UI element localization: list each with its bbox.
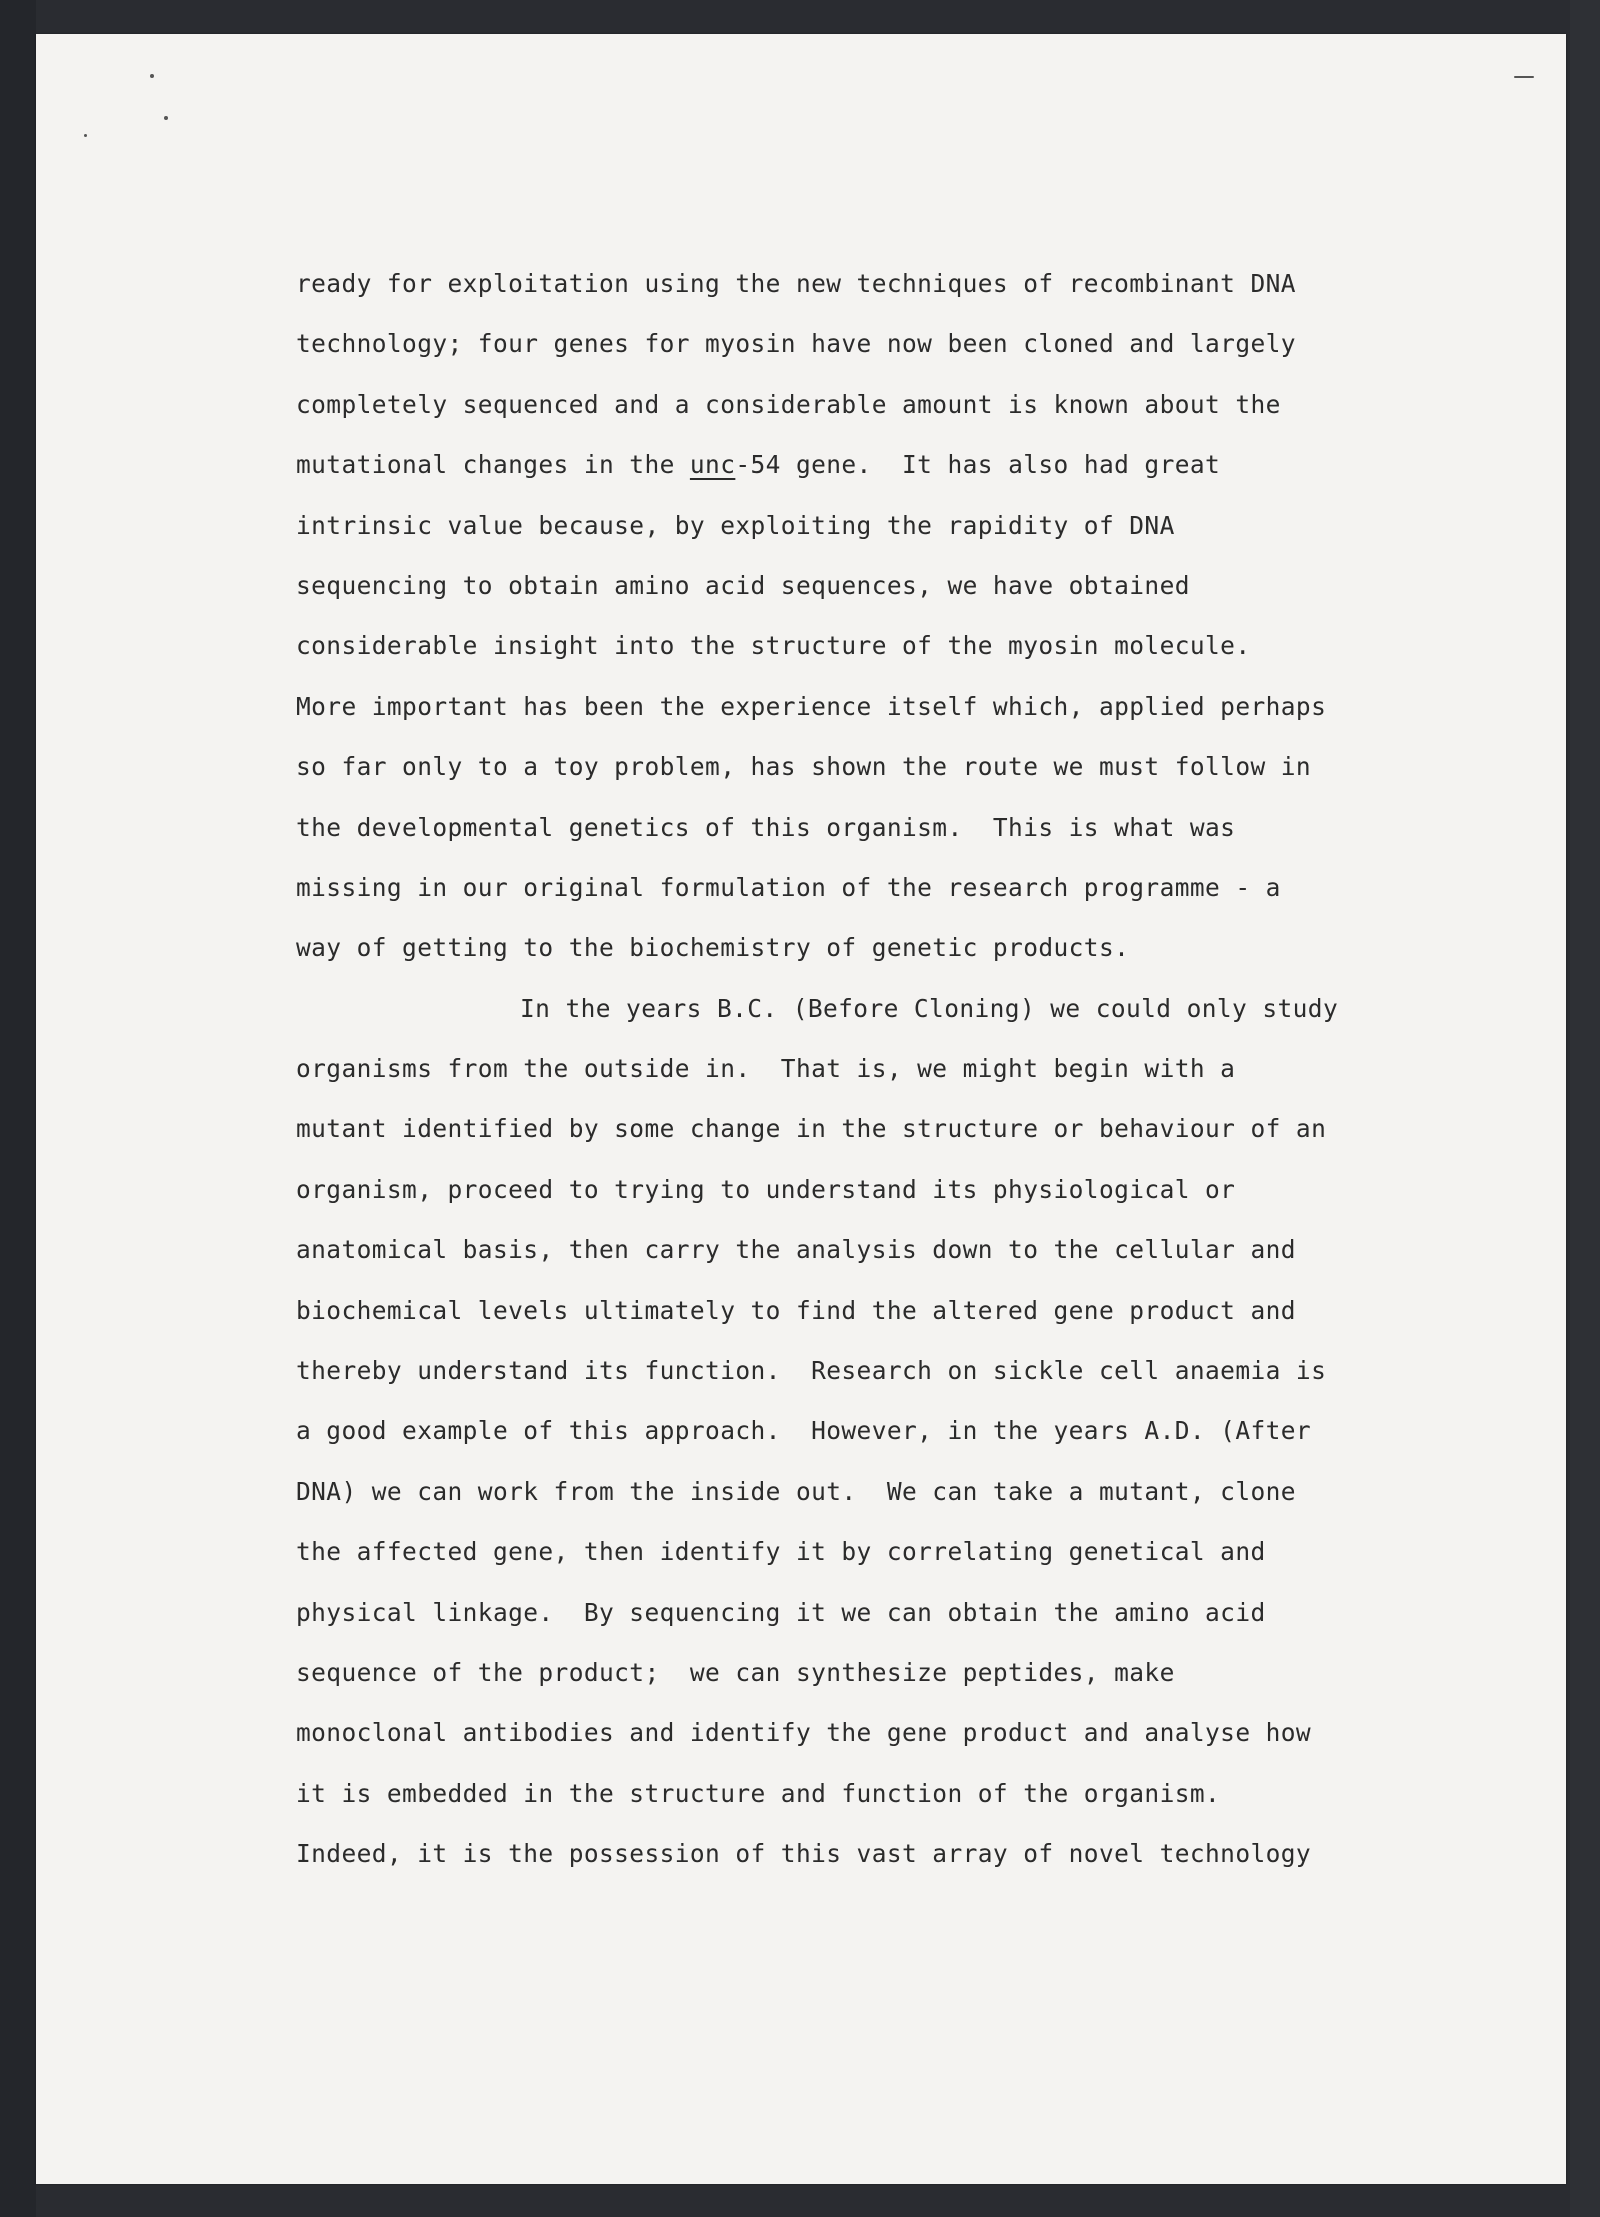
text-line: Indeed, it is the possession of this vast array of novel technology xyxy=(296,1839,1312,1869)
text-segment: mutational changes in the xyxy=(296,450,690,480)
paper-speck xyxy=(164,116,168,120)
text-line: it is embedded in the structure and function of the organism. xyxy=(296,1778,1221,1808)
text-line: thereby understand its function. Research on sickle cell anaemia is xyxy=(296,1356,1327,1386)
text-line: physical linkage. By sequencing it we can obtain the amino acid xyxy=(296,1597,1266,1627)
paper-speck xyxy=(84,134,87,137)
text-line: missing in our original formulation of the research programme - a xyxy=(296,872,1281,902)
text-line: the affected gene, then identify it by correlating genetical and xyxy=(296,1537,1266,1567)
text-segment: -54 gene. It has also had great xyxy=(735,450,1221,480)
text-line: so far only to a toy problem, has shown the route we must follow in xyxy=(296,752,1312,782)
text-line: organism, proceed to trying to understand its physiological or xyxy=(296,1174,1236,1204)
text-line: biochemical levels ultimately to find the altered gene product and xyxy=(296,1295,1296,1325)
text-line: More important has been the experience itself which, applied perhaps xyxy=(296,691,1327,721)
scan-background-left xyxy=(0,0,36,2217)
text-line: sequence of the product; we can synthesize peptides, make xyxy=(296,1657,1175,1687)
text-line: anatomical basis, then carry the analysis down to the cellular and xyxy=(296,1235,1296,1265)
typewritten-text xyxy=(296,254,1396,1885)
paper-speck xyxy=(1514,76,1534,78)
text-line: a good example of this approach. However, in the years A.D. (After xyxy=(296,1416,1312,1446)
text-line: DNA) we can work from the inside out. We can take a mutant, clone xyxy=(296,1476,1296,1506)
text-line: sequencing to obtain amino acid sequences, we have obtained xyxy=(296,570,1190,600)
text-line: ready for exploitation using the new techniques of recombinant DNA xyxy=(296,269,1296,298)
text-line: technology; four genes for myosin have now been cloned and largely xyxy=(296,329,1296,359)
text-line xyxy=(296,435,1396,495)
text-line: organisms from the outside in. That is, we might begin with a xyxy=(296,1054,1236,1084)
text-line: intrinsic value because, by exploiting the rapidity of DNA xyxy=(296,510,1175,540)
text-line: way of getting to the biochemistry of genetic products. xyxy=(296,933,1130,963)
underlined-gene-name: unc xyxy=(689,450,736,480)
scan-background-right xyxy=(1570,0,1600,2217)
paragraph-start-line: In the years B.C. (Before Cloning) we could only study xyxy=(520,993,1339,1023)
text-line: completely sequenced and a considerable amount is known about the xyxy=(296,389,1281,419)
text-line: mutant identified by some change in the structure or behaviour of an xyxy=(296,1114,1327,1144)
text-line: considerable insight into the structure of the myosin molecule. xyxy=(296,631,1251,661)
text-line: monoclonal antibodies and identify the gene product and analyse how xyxy=(296,1718,1312,1748)
document-page xyxy=(36,34,1566,2184)
text-line: the developmental genetics of this organism. This is what was xyxy=(296,812,1236,842)
paper-speck xyxy=(150,74,154,78)
